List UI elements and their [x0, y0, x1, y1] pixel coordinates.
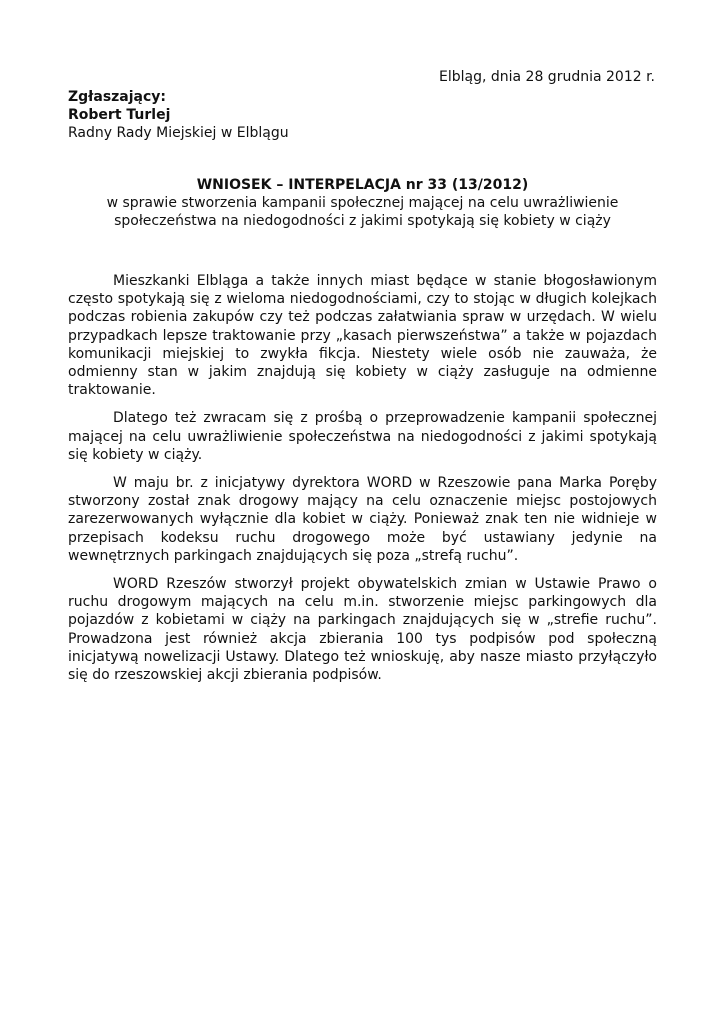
document-subtitle-line-2: społeczeństwa na niedogodności z jakimi spotykają się kobiety w ciąży [114, 213, 611, 229]
body-paragraph-1: Mieszkanki Elbląga a także innych miast będące w stanie błogosławionym często spotykają się z wieloma niedogodnościami, czy to stojąc w długich kolejkach podczas robienia zakupów czy też podczas załatwiania spraw w urzędach. W wielu przypadkach lepsze traktowanie przy „kasach pierwszeństwa” a także w pojazdach komunikacji miejskiej to zwykła fikcja. Niestety wiele osób nie zauważa, że odmienny stan w jakim znajdują się kobiety w ciąży zasługuje na odmienne traktowanie. [68, 273, 657, 399]
sender-block [68, 88, 289, 142]
sender-name: Robert Turlej [68, 107, 171, 123]
document-title: WNIOSEK – INTERPELACJA nr 33 (13/2012) [196, 177, 529, 193]
sender-role: Radny Rady Miejskiej w Elblągu [68, 125, 289, 141]
sender-label: Zgłaszający: [68, 89, 167, 105]
title-block [68, 176, 657, 230]
document-date: Elbląg, dnia 28 grudnia 2012 r. [438, 69, 655, 85]
body-paragraph-3: W maju br. z inicjatywy dyrektora WORD w Rzeszowie pana Marka Poręby stworzony został znak drogowy mający na celu oznaczenie miejsc postojowych zarezerwowanych wyłącznie dla kobiet w ciąży. Ponieważ znak ten nie widnieje w przepisach kodeksu ruchu drogowego może być ustawiany jedynie na wewnętrznych parkingach znajdujących się poza „strefą ruchu”. [68, 475, 657, 564]
document-body [68, 272, 657, 694]
document-subtitle-line-1: w sprawie stworzenia kampanii społecznej mającej na celu uwrażliwienie [106, 195, 619, 211]
body-paragraph-4: WORD Rzeszów stworzył projekt obywatelskich zmian w Ustawie Prawo o ruchu drogowym mających na celu m.in. stworzenie miejsc parkingowych dla pojazdów z kobietami w ciąży na parkingach znajdujących się w „strefie ruchu”. Prowadzona jest również akcja zbierania 100 tys podpisów pod społeczną inicjatywą nowelizacji Ustawy. Dlatego też wnioskuję, aby nasze miasto przyłączyło się do rzeszowskiej akcji zbierania podpisów. [68, 576, 657, 684]
body-paragraph-2: Dlatego też zwracam się z prośbą o przeprowadzenie kampanii społecznej mającej na celu uwrażliwienie społeczeństwa na niedogodności z jakimi spotykają się kobiety w ciąży. [68, 410, 657, 463]
